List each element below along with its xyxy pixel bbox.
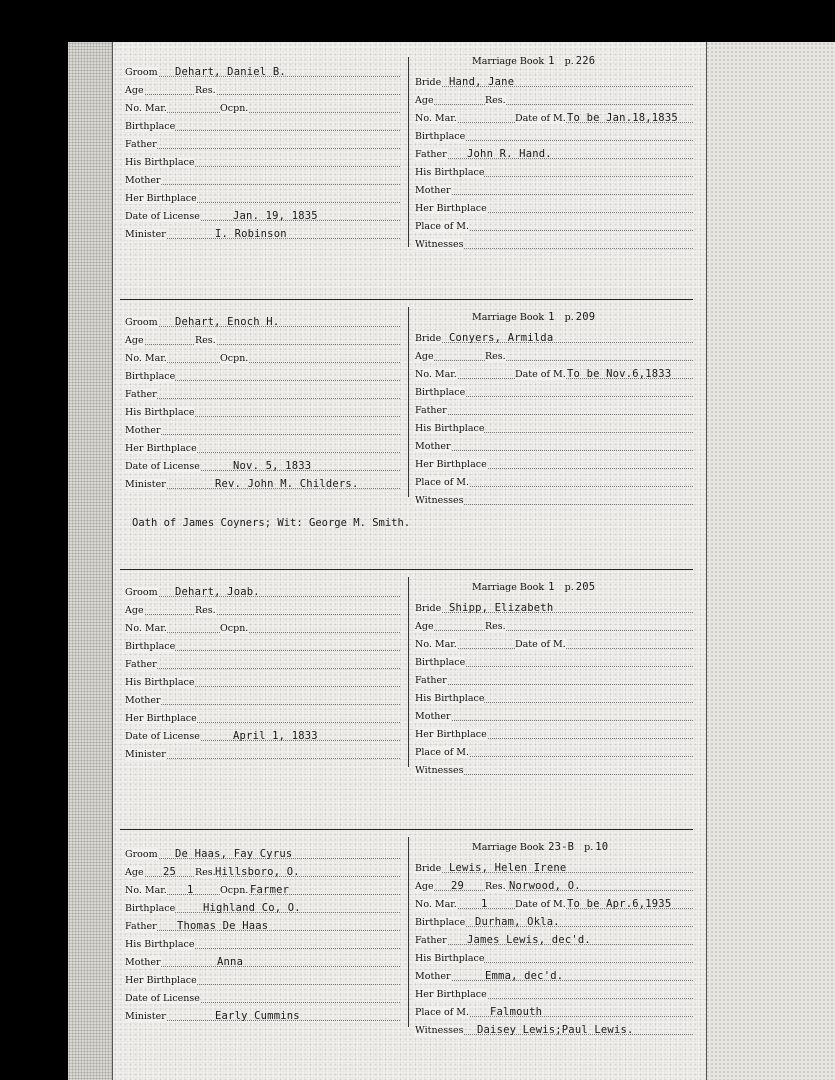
field-label-bride: Bride [415,863,442,874]
marriage-book-header [472,581,595,593]
field-label-witnesses: Witnesses [415,1025,464,1036]
field-label-groom: Groom [125,849,158,860]
right-border-line [706,42,707,1080]
marriage-book-header [472,841,608,853]
marriage-book-header [472,311,595,323]
marriage-book-number: 23-B [548,841,575,853]
field-label-date-of-license: Date of License [125,731,200,742]
groom-field-row [125,989,400,1006]
field-label-no-mar: No. Mar. [415,113,457,124]
groom-field-row [125,403,400,420]
groom-field-row [125,385,400,402]
fill-line [415,158,693,159]
bride-field-row [415,949,693,966]
groom-groom-value: Dehart, Enoch H. [175,316,280,328]
groom-field-row [125,917,400,934]
field-label-bride: Bride [415,77,442,88]
field-label-age: Age [415,881,434,892]
bride-field-row [415,347,693,364]
field-label-bride: Bride [415,333,442,344]
groom-field-row [125,63,400,80]
bride-birthplace-value: Durham, Okla. [475,916,560,928]
groom-field-row [125,421,400,438]
bride-field-row [415,235,693,252]
field-label-minister: Minister [125,1011,166,1022]
field-label-mother: Mother [415,711,451,722]
bride-father-value: John R. Hand. [467,148,552,160]
fill-line [415,104,693,105]
fill-line [415,450,693,451]
field-label-father: Father [415,149,447,160]
marriage-book-number: 1 [548,55,555,67]
bride-no-mar-value: 1 [481,898,488,910]
groom-field-row [125,189,400,206]
bride-field-row [415,761,693,778]
bride-field-row [415,365,693,382]
bride-field-row [415,437,693,454]
field-label-mother: Mother [415,441,451,452]
field-label-mother: Mother [415,971,451,982]
bride-field-row [415,473,693,490]
fill-line [125,596,400,597]
field-label-res: Res. [195,85,216,96]
groom-field-row [125,953,400,970]
groom-field-row [125,655,400,672]
bride-field-row [415,73,693,90]
groom-date-of-license-value: Jan. 19, 1835 [233,210,318,222]
groom-field-row [125,1007,400,1024]
groom-field-row [125,673,400,690]
page-label: p. [564,312,574,323]
field-label-date-of-m: Date of M. [515,369,566,380]
bride-res-value: Norwood, O. [509,880,581,892]
field-label-his-birthplace: His Birthplace [415,953,485,964]
groom-birthplace-value: Highland Co, O. [203,902,301,914]
bride-field-row [415,163,693,180]
bride-father-value: James Lewis, dec'd. [467,934,591,946]
groom-field-row [125,225,400,242]
groom-field-row [125,331,400,348]
field-label-groom: Groom [125,587,158,598]
groom-field-row [125,601,400,618]
field-label-age: Age [125,85,144,96]
fill-line [125,184,400,185]
groom-field-row [125,971,400,988]
field-label-his-birthplace: His Birthplace [125,677,195,688]
field-label-date-of-license: Date of License [125,993,200,1004]
field-label-mother: Mother [125,175,161,186]
groom-groom-value: Dehart, Daniel B. [175,66,286,78]
bride-field-row [415,91,693,108]
bride-field-row [415,671,693,688]
groom-minister-value: Rev. John M. Childers. [215,478,359,490]
page-label: p. [564,56,574,67]
record-divider [120,829,693,830]
groom-groom-value: Dehart, Joab. [175,586,260,598]
field-label-mother: Mother [415,185,451,196]
field-label-her-birthplace: Her Birthplace [415,989,487,1000]
field-label-his-birthplace: His Birthplace [415,423,485,434]
field-label-age: Age [415,621,434,632]
field-label-father: Father [125,389,157,400]
groom-field-row [125,81,400,98]
bride-field-row [415,635,693,652]
record-note: Oath of James Coyners; Wit: George M. Smith. [132,517,411,529]
field-label-birthplace: Birthplace [125,903,176,914]
fill-line [415,720,693,721]
marriage-book-number: 1 [548,311,555,323]
bride-field-row [415,877,693,894]
bride-field-row [415,199,693,216]
bride-bride-value: Hand, Jane [449,76,515,88]
field-label-father: Father [415,405,447,416]
field-label-no-mar: No. Mar. [415,899,457,910]
fill-line [125,704,400,705]
field-label-place-of-m: Place of M. [415,1007,470,1018]
marriage-record [112,305,706,529]
field-label-res: Res. [485,95,506,106]
field-label-date-of-m: Date of M. [515,639,566,650]
bride-field-row [415,455,693,472]
groom-date-of-license-value: Nov. 5, 1833 [233,460,312,472]
bride-field-row [415,707,693,724]
field-label-groom: Groom [125,67,158,78]
groom-field-row [125,171,400,188]
bride-mother-value: Emma, dec'd. [485,970,564,982]
groom-field-row [125,727,400,744]
groom-field-row [125,349,400,366]
page-number: 226 [575,55,596,67]
marriage-book-label: Marriage Book [472,842,545,853]
field-label-her-birthplace: Her Birthplace [415,729,487,740]
bride-age-value: 29 [451,880,465,892]
field-label-birthplace: Birthplace [415,387,466,398]
field-label-no-mar: No. Mar. [125,885,167,896]
field-label-res: Res. [195,605,216,616]
groom-field-row [125,709,400,726]
groom-field-row [125,863,400,880]
fill-line [125,398,400,399]
groom-field-row [125,691,400,708]
fill-line [125,344,400,345]
groom-field-row [125,475,400,492]
field-label-birthplace: Birthplace [415,131,466,142]
groom-no-mar-value: 1 [187,884,194,896]
groom-field-row [125,367,400,384]
field-label-her-birthplace: Her Birthplace [125,193,197,204]
bride-bride-value: Conyers, Armilda [449,332,554,344]
marriage-book-label: Marriage Book [472,56,545,67]
field-label-date-of-license: Date of License [125,461,200,472]
bride-field-row [415,725,693,742]
groom-field-row [125,619,400,636]
field-label-her-birthplace: Her Birthplace [125,443,197,454]
field-label-birthplace: Birthplace [415,657,466,668]
marriage-book-label: Marriage Book [472,312,545,323]
field-label-no-mar: No. Mar. [415,369,457,380]
groom-field-row [125,457,400,474]
bride-field-row [415,217,693,234]
bride-field-row [415,401,693,418]
bride-field-row [415,895,693,912]
field-label-father: Father [415,935,447,946]
field-label-res: Res. [485,881,506,892]
bride-field-row [415,913,693,930]
page-label: p. [564,582,574,593]
bride-field-row [415,419,693,436]
record-divider [120,569,693,570]
bride-field-row [415,859,693,876]
bride-field-row [415,617,693,634]
groom-ocpn-value: Farmer [250,884,290,896]
bride-field-row [415,689,693,706]
bride-field-row [415,127,693,144]
field-label-her-birthplace: Her Birthplace [415,203,487,214]
column-separator [408,577,409,767]
bride-field-row [415,145,693,162]
bride-field-row [415,743,693,760]
field-label-his-birthplace: His Birthplace [415,167,485,178]
field-label-ocpn: Ocpn. [220,103,249,114]
record-divider [120,299,693,300]
field-label-father: Father [415,675,447,686]
fill-line [125,148,400,149]
field-label-age: Age [415,351,434,362]
marriage-record [112,575,706,785]
groom-field-row [125,935,400,952]
marriage-record [112,55,706,265]
field-label-minister: Minister [125,229,166,240]
groom-field-row [125,135,400,152]
fill-line [125,94,400,95]
field-label-ocpn: Ocpn. [220,623,249,634]
bride-field-row [415,985,693,1002]
field-label-mother: Mother [125,695,161,706]
groom-date-of-license-value: April 1, 1833 [233,730,318,742]
bride-field-row [415,653,693,670]
groom-field-row [125,745,400,762]
bride-date-of-m-value: To be Nov.6,1833 [567,368,672,380]
field-label-place-of-m: Place of M. [415,221,470,232]
field-label-ocpn: Ocpn. [220,353,249,364]
groom-field-row [125,207,400,224]
groom-field-row [125,881,400,898]
bride-field-row [415,1003,693,1020]
field-label-his-birthplace: His Birthplace [415,693,485,704]
field-label-his-birthplace: His Birthplace [125,939,195,950]
field-label-his-birthplace: His Birthplace [125,407,195,418]
fill-line [125,614,400,615]
column-separator [408,57,409,247]
bride-field-row [415,931,693,948]
column-separator [408,837,409,1027]
bride-place-of-m-value: Falmouth [490,1006,543,1018]
field-label-mother: Mother [125,425,161,436]
page-number: 209 [575,311,596,323]
fill-line [125,668,400,669]
field-label-res: Res. [485,621,506,632]
groom-field-row [125,637,400,654]
fill-line [415,360,693,361]
marriage-book-header [472,55,595,67]
groom-groom-value: De Haas, Fay Cyrus [175,848,293,860]
fill-line [415,414,693,415]
bride-field-row [415,967,693,984]
groom-minister-value: I. Robinson [215,228,287,240]
field-label-no-mar: No. Mar. [125,103,167,114]
groom-mother-value: Anna [217,956,244,968]
field-label-no-mar: No. Mar. [125,623,167,634]
field-label-her-birthplace: Her Birthplace [415,459,487,470]
bride-field-row [415,1021,693,1038]
bride-bride-value: Shipp, Elizabeth [449,602,554,614]
field-label-birthplace: Birthplace [125,641,176,652]
fill-line [125,758,400,759]
field-label-her-birthplace: Her Birthplace [125,713,197,724]
field-label-place-of-m: Place of M. [415,477,470,488]
page-number: 205 [575,581,596,593]
field-label-mother: Mother [125,957,161,968]
groom-age-value: 25 [163,866,177,878]
bride-field-row [415,181,693,198]
field-label-his-birthplace: His Birthplace [125,157,195,168]
groom-field-row [125,439,400,456]
fill-line [125,434,400,435]
groom-father-value: Thomas De Haas [177,920,269,932]
fill-line [125,966,400,967]
bride-witnesses-value: Daisey Lewis;Paul Lewis. [477,1024,634,1036]
bride-field-row [415,109,693,126]
field-label-place-of-m: Place of M. [415,747,470,758]
field-label-birthplace: Birthplace [415,917,466,928]
field-label-minister: Minister [125,479,166,490]
bride-date-of-m-value: To be Apr.6,1935 [567,898,672,910]
field-label-date-of-license: Date of License [125,211,200,222]
groom-field-row [125,845,400,862]
column-separator [408,307,409,497]
field-label-witnesses: Witnesses [415,239,464,250]
field-label-no-mar: No. Mar. [125,353,167,364]
field-label-age: Age [125,867,144,878]
groom-minister-value: Early Cummins [215,1010,300,1022]
bride-date-of-m-value: To be Jan.18,1835 [567,112,678,124]
left-margin [68,42,112,1080]
bride-field-row [415,383,693,400]
field-label-ocpn: Ocpn. [220,885,249,896]
groom-field-row [125,117,400,134]
marriage-book-number: 1 [548,581,555,593]
bride-field-row [415,599,693,616]
fill-line [415,194,693,195]
bride-field-row [415,329,693,346]
field-label-res: Res. [485,351,506,362]
fill-line [415,630,693,631]
field-label-age: Age [125,335,144,346]
field-label-minister: Minister [125,749,166,760]
field-label-father: Father [125,659,157,670]
field-label-no-mar: No. Mar. [415,639,457,650]
field-label-bride: Bride [415,603,442,614]
groom-field-row [125,99,400,116]
field-label-witnesses: Witnesses [415,495,464,506]
field-label-age: Age [415,95,434,106]
field-label-res: Res. [195,335,216,346]
field-label-birthplace: Birthplace [125,371,176,382]
field-label-her-birthplace: Her Birthplace [125,975,197,986]
page-label: p. [584,842,594,853]
field-label-groom: Groom [125,317,158,328]
field-label-date-of-m: Date of M. [515,899,566,910]
field-label-birthplace: Birthplace [125,121,176,132]
page-number: 10 [595,841,609,853]
field-label-age: Age [125,605,144,616]
field-label-date-of-m: Date of M. [515,113,566,124]
groom-field-row [125,583,400,600]
field-label-father: Father [125,921,157,932]
groom-field-row [125,899,400,916]
field-label-father: Father [125,139,157,150]
groom-field-row [125,153,400,170]
groom-field-row [125,313,400,330]
field-label-witnesses: Witnesses [415,765,464,776]
marriage-book-label: Marriage Book [472,582,545,593]
field-label-res: Res. [195,867,216,878]
groom-res-value: Hillsboro, O. [215,866,300,878]
marriage-record [112,835,706,1045]
bride-bride-value: Lewis, Helen Irene [449,862,567,874]
fill-line [415,684,693,685]
right-margin [706,42,835,1080]
bride-field-row [415,491,693,508]
